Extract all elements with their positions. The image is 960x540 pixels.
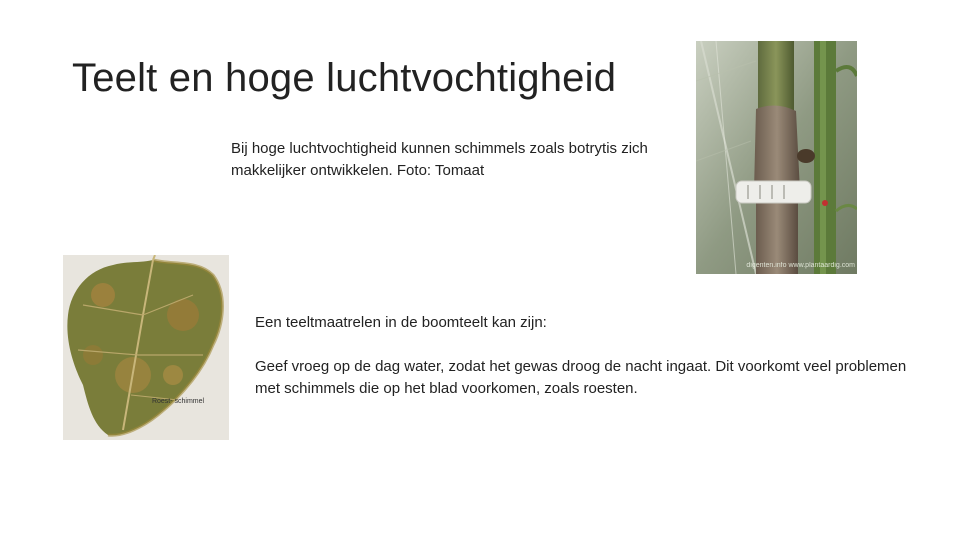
photo-caption: Bij hoge luchtvochtigheid kunnen schimmels zoals botrytis zich makkelijker ontwikkelen. Foto: Tomaat (231, 140, 648, 179)
paragraph-watering-advice: Geef vroeg op de dag water, zodat het gewas droog de nacht ingaat. Dit voorkomt veel problemen met schimmels die op het blad voorkomen, zoals roesten. (255, 358, 907, 397)
photo-watermark: digenten.info www.plantaardig.com (746, 262, 855, 269)
leaf-photo-label: Roest- schimmel (151, 398, 205, 405)
tomato-botrytis-photo (696, 41, 857, 274)
paragraph-measure-intro: Een teeltmaatrelen in de boomteelt kan zijn: (255, 314, 547, 331)
tomato-stem-icon (696, 41, 857, 274)
leaf-rust-photo (63, 255, 229, 440)
leaf-icon (63, 255, 229, 440)
slide-title: Teelt en hoge luchtvochtigheid (72, 56, 617, 100)
body-text (255, 312, 915, 400)
